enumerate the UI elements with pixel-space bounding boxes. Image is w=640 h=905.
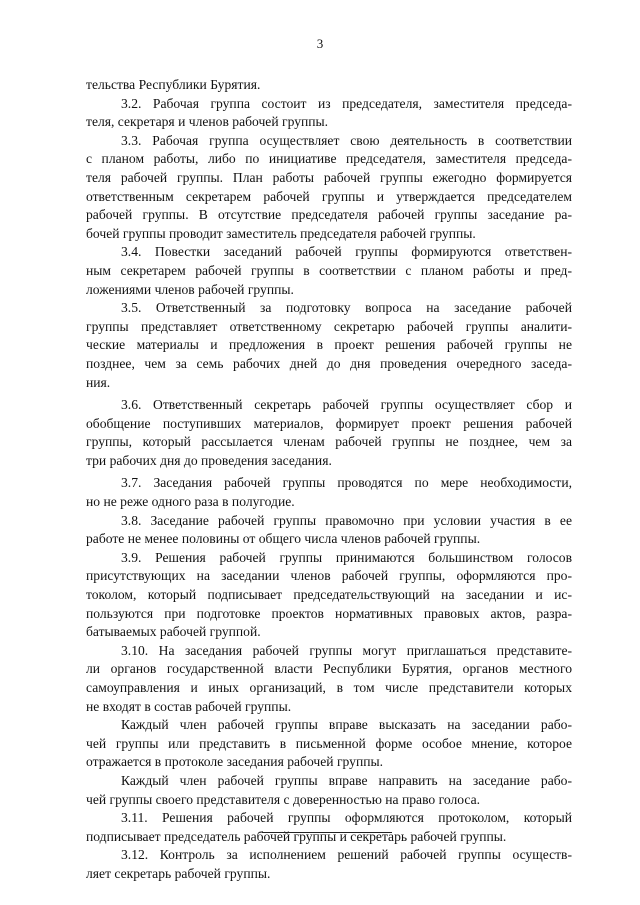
- paragraph-line: ния.: [86, 374, 111, 390]
- paragraph: [86, 132, 572, 244]
- paragraph-line: группы представляет ответственному секретарю рабочей группы аналити-: [86, 318, 572, 334]
- paragraph-line: 3.12. Контроль за исполнением решений рабочей группы осуществ-: [121, 847, 572, 863]
- paragraph-line: 3.8. Заседание рабочей группы правомочно при условии участия в ее: [121, 512, 572, 528]
- paragraph-line: 3.2. Рабочая группа состоит из председателя, заместителя председа-: [121, 95, 572, 111]
- paragraph: [86, 716, 572, 772]
- paragraph-line: три рабочих дня до проведения заседания.: [86, 452, 332, 468]
- paragraph-line: бочей группы проводит заместитель председателя рабочей группы.: [86, 225, 476, 241]
- paragraph-line: 3.9. Решения рабочей группы принимаются большинством голосов: [121, 549, 572, 565]
- paragraph-line: чей группы или представить в письменной форме особое мнение, которое: [86, 735, 572, 751]
- paragraph-line: 3.4. Повестки заседаний рабочей группы формируются ответствен-: [121, 244, 572, 260]
- paragraph-line: 3.6. Ответственный секретарь рабочей группы осуществляет сбор и: [121, 397, 572, 413]
- paragraph-line: 3.11. Решения рабочей группы оформляются протоколом, который: [121, 810, 572, 826]
- paragraph-line: ответственным секретарем рабочей группы и утверждается председателем: [86, 188, 572, 204]
- paragraph-line: 3.3. Рабочая группа осуществляет свою деятельность в соответствии: [121, 132, 572, 148]
- paragraph-line: отражается в протоколе заседания рабочей группы.: [86, 754, 384, 770]
- paragraph-line: 3.7. Заседания рабочей группы проводятся по мере необходимости,: [121, 475, 572, 491]
- paragraph-line: теля, секретаря и членов рабочей группы.: [86, 114, 329, 130]
- paragraph-line: ложениями членов рабочей группы.: [86, 281, 294, 297]
- paragraph-line: ным секретарем рабочей группы в соответствии с планом работы и пред-: [86, 262, 572, 278]
- end-rule: [262, 832, 392, 833]
- paragraph-line: с планом работы, либо по инициативе председателя, заместителя председа-: [86, 151, 572, 167]
- paragraph-line: 3.10. На заседания рабочей группы могут приглашаться представите-: [121, 642, 572, 658]
- paragraph-line: токолом, который подписывает председательствующий на заседании и ис-: [86, 587, 572, 603]
- paragraph-line: ческие материалы и предложения в проект решения рабочей группы не: [86, 337, 572, 353]
- paragraph: [86, 76, 572, 95]
- page-number: 3: [316, 36, 324, 51]
- paragraph-line: тельства Республики Бурятия.: [86, 77, 261, 92]
- paragraph-line: Каждый член рабочей группы вправе направить на заседание рабо-: [121, 772, 572, 788]
- paragraph-line: самоуправления и иных организаций, в том числе представители которых: [86, 680, 572, 695]
- paragraph: [86, 772, 572, 809]
- document-body: [86, 76, 572, 884]
- paragraph-line: батываемых рабочей группой.: [86, 624, 261, 640]
- paragraph-line: позднее, чем за семь рабочих дней до дня проведения очередного заседа-: [86, 355, 572, 371]
- paragraph-line: Каждый член рабочей группы вправе высказать на заседании рабо-: [121, 717, 572, 733]
- paragraph-line: работе не менее половины от общего числа членов рабочей группы.: [86, 531, 481, 547]
- paragraph-line: но не реже одного раза в полугодие.: [86, 494, 295, 510]
- paragraph-line: рабочей группы. В отсутствие председателя рабочей группы заседание ра-: [86, 207, 572, 223]
- paragraph: [86, 474, 572, 511]
- paragraph-line: теля рабочей группы. План работы рабочей группы ежегодно формируется: [86, 169, 572, 185]
- paragraph: [86, 396, 572, 470]
- paragraph: [86, 243, 572, 299]
- paragraph: [86, 299, 572, 392]
- paragraph-line: группы, который рассылается членам рабочей группы не позднее, чем за: [86, 434, 572, 450]
- paragraph-line: ли органов государственной власти Республики Бурятия, органов местного: [86, 661, 572, 677]
- paragraph: [86, 95, 572, 132]
- paragraph-line: обобщение поступивших материалов, формирует проект решения рабочей: [86, 415, 572, 431]
- paragraph: [86, 809, 572, 846]
- paragraph-line: пользуются при подготовке проектов нормативных правовых актов, разра-: [86, 605, 572, 621]
- paragraph: [86, 846, 572, 883]
- paragraph-line: 3.5. Ответственный за подготовку вопроса на заседание рабочей: [121, 300, 572, 316]
- paragraph-line: присутствующих на заседании членов рабочей группы, оформляются про-: [86, 568, 572, 584]
- paragraph-line: ляет секретарь рабочей группы.: [86, 865, 271, 881]
- paragraph: [86, 642, 572, 716]
- paragraph-line: чей группы своего представителя с доверенностью на право голоса.: [86, 791, 481, 807]
- paragraph: [86, 512, 572, 549]
- paragraph: [86, 549, 572, 642]
- paragraph-line: не входят в состав рабочей группы.: [86, 698, 292, 714]
- paragraph-line: подписывает председатель рабочей группы и секретарь рабочей группы.: [86, 828, 507, 844]
